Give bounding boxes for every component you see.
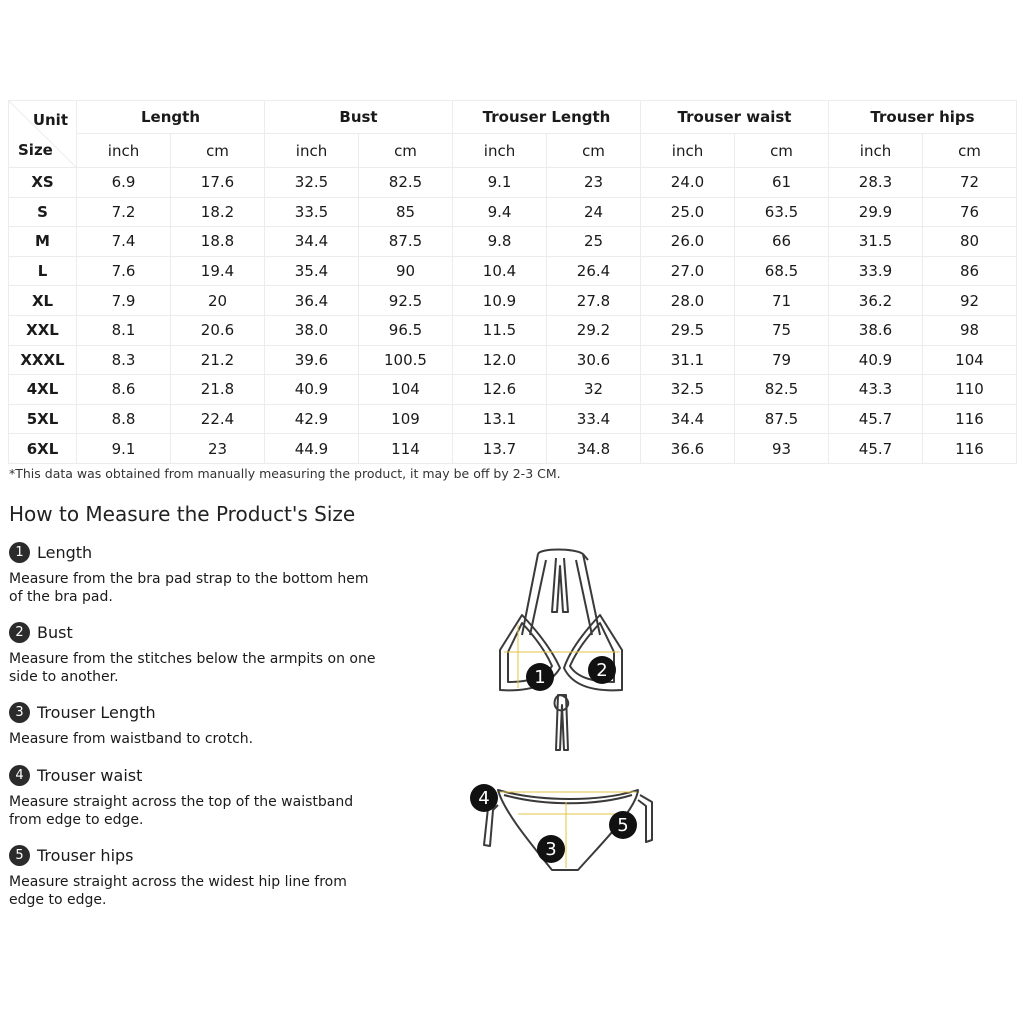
- step-title: Trouser waist: [37, 766, 143, 785]
- step-description: Measure from the stitches below the armpits on one side to another.: [9, 651, 376, 685]
- value-cell: 33.4: [547, 404, 641, 434]
- size-cell: 4XL: [9, 375, 77, 405]
- value-cell: 93: [735, 434, 829, 464]
- value-cell: 21.2: [171, 345, 265, 375]
- subunit-header-inch: inch: [829, 134, 923, 168]
- value-cell: 25: [547, 227, 641, 257]
- value-cell: 24: [547, 197, 641, 227]
- value-cell: 44.9: [265, 434, 359, 464]
- subunit-header-cm: cm: [171, 134, 265, 168]
- step-heading: [9, 702, 379, 723]
- size-cell: S: [9, 197, 77, 227]
- value-cell: 26.0: [641, 227, 735, 257]
- howto-step: [9, 765, 379, 829]
- value-cell: 20.6: [171, 315, 265, 345]
- size-cell: M: [9, 227, 77, 257]
- size-cell: 6XL: [9, 434, 77, 464]
- value-cell: 98: [923, 315, 1017, 345]
- subunit-header-cm: cm: [923, 134, 1017, 168]
- value-cell: 7.2: [77, 197, 171, 227]
- value-cell: 9.1: [453, 168, 547, 198]
- svg-text:1: 1: [534, 667, 546, 688]
- value-cell: 9.8: [453, 227, 547, 257]
- step-title: Length: [37, 543, 93, 562]
- table-row: [9, 315, 1017, 345]
- table-row: [9, 168, 1017, 198]
- table-row: [9, 227, 1017, 257]
- step-description: Measure from the bra pad strap to the bottom hem of the bra pad.: [9, 571, 369, 605]
- value-cell: 116: [923, 404, 1017, 434]
- value-cell: 18.8: [171, 227, 265, 257]
- value-cell: 24.0: [641, 168, 735, 198]
- value-cell: 66: [735, 227, 829, 257]
- group-header-trouser-hips: Trouser hips: [829, 101, 1017, 134]
- value-cell: 23: [171, 434, 265, 464]
- value-cell: 30.6: [547, 345, 641, 375]
- value-cell: 87.5: [359, 227, 453, 257]
- step-heading: [9, 622, 379, 643]
- step-title: Bust: [37, 623, 73, 642]
- value-cell: 80: [923, 227, 1017, 257]
- step-number-icon: 1: [9, 542, 30, 563]
- step-title: Trouser hips: [37, 846, 134, 865]
- size-cell: 5XL: [9, 404, 77, 434]
- howto-step: [9, 845, 379, 909]
- value-cell: 26.4: [547, 256, 641, 286]
- value-cell: 18.2: [171, 197, 265, 227]
- table-row: [9, 404, 1017, 434]
- step-description: Measure straight across the top of the waistband from edge to edge.: [9, 794, 354, 828]
- value-cell: 100.5: [359, 345, 453, 375]
- value-cell: 36.4: [265, 286, 359, 316]
- value-cell: 7.9: [77, 286, 171, 316]
- value-cell: 96.5: [359, 315, 453, 345]
- value-cell: 92: [923, 286, 1017, 316]
- subunit-header-cm: cm: [359, 134, 453, 168]
- value-cell: 43.3: [829, 375, 923, 405]
- size-cell: XS: [9, 168, 77, 198]
- table-row: [9, 256, 1017, 286]
- value-cell: 42.9: [265, 404, 359, 434]
- value-cell: 34.4: [641, 404, 735, 434]
- value-cell: 32: [547, 375, 641, 405]
- value-cell: 12.0: [453, 345, 547, 375]
- value-cell: 29.5: [641, 315, 735, 345]
- value-cell: 19.4: [171, 256, 265, 286]
- value-cell: 29.2: [547, 315, 641, 345]
- value-cell: 87.5: [735, 404, 829, 434]
- subunit-header-inch: inch: [641, 134, 735, 168]
- value-cell: 68.5: [735, 256, 829, 286]
- table-row: [9, 286, 1017, 316]
- value-cell: 82.5: [359, 168, 453, 198]
- value-cell: 9.1: [77, 434, 171, 464]
- step-title: Trouser Length: [37, 703, 156, 722]
- value-cell: 28.3: [829, 168, 923, 198]
- value-cell: 12.6: [453, 375, 547, 405]
- unit-label: Unit: [32, 111, 68, 129]
- value-cell: 8.8: [77, 404, 171, 434]
- bikini-diagram-svg: [460, 540, 690, 880]
- value-cell: 82.5: [735, 375, 829, 405]
- value-cell: 114: [359, 434, 453, 464]
- subunit-header-inch: inch: [453, 134, 547, 168]
- value-cell: 79: [735, 345, 829, 375]
- value-cell: 22.4: [171, 404, 265, 434]
- value-cell: 32.5: [641, 375, 735, 405]
- value-cell: 34.4: [265, 227, 359, 257]
- table-corner-header: [9, 101, 77, 168]
- value-cell: 13.7: [453, 434, 547, 464]
- value-cell: 104: [359, 375, 453, 405]
- subunit-header-cm: cm: [735, 134, 829, 168]
- table-row: [9, 197, 1017, 227]
- value-cell: 13.1: [453, 404, 547, 434]
- value-cell: 29.9: [829, 197, 923, 227]
- value-cell: 11.5: [453, 315, 547, 345]
- value-cell: 116: [923, 434, 1017, 464]
- group-header-length: Length: [77, 101, 265, 134]
- value-cell: 28.0: [641, 286, 735, 316]
- value-cell: 8.1: [77, 315, 171, 345]
- value-cell: 21.8: [171, 375, 265, 405]
- step-heading: [9, 845, 379, 866]
- size-cell: XXL: [9, 315, 77, 345]
- value-cell: 40.9: [829, 345, 923, 375]
- step-number-icon: 5: [9, 845, 30, 866]
- marker-4-icon: [470, 784, 498, 812]
- value-cell: 8.3: [77, 345, 171, 375]
- value-cell: 110: [923, 375, 1017, 405]
- value-cell: 40.9: [265, 375, 359, 405]
- value-cell: 76: [923, 197, 1017, 227]
- value-cell: 45.7: [829, 404, 923, 434]
- marker-5-icon: [609, 811, 637, 839]
- subunit-header-inch: inch: [265, 134, 359, 168]
- svg-text:4: 4: [478, 788, 490, 809]
- value-cell: 35.4: [265, 256, 359, 286]
- svg-text:5: 5: [617, 815, 629, 836]
- value-cell: 71: [735, 286, 829, 316]
- bikini-illustration: [460, 540, 690, 884]
- howto-step: [9, 622, 379, 686]
- value-cell: 6.9: [77, 168, 171, 198]
- value-cell: 7.6: [77, 256, 171, 286]
- howto-title: How to Measure the Product's Size: [9, 502, 356, 526]
- value-cell: 8.6: [77, 375, 171, 405]
- subunit-header-row: [9, 134, 1017, 168]
- value-cell: 90: [359, 256, 453, 286]
- value-cell: 7.4: [77, 227, 171, 257]
- size-label: Size: [18, 141, 53, 159]
- value-cell: 63.5: [735, 197, 829, 227]
- value-cell: 36.6: [641, 434, 735, 464]
- value-cell: 33.5: [265, 197, 359, 227]
- group-header-bust: Bust: [265, 101, 453, 134]
- value-cell: 45.7: [829, 434, 923, 464]
- value-cell: 31.5: [829, 227, 923, 257]
- howto-step: [9, 542, 379, 606]
- step-number-icon: 4: [9, 765, 30, 786]
- value-cell: 25.0: [641, 197, 735, 227]
- step-heading: [9, 765, 379, 786]
- value-cell: 32.5: [265, 168, 359, 198]
- value-cell: 33.9: [829, 256, 923, 286]
- value-cell: 104: [923, 345, 1017, 375]
- value-cell: 85: [359, 197, 453, 227]
- value-cell: 27.0: [641, 256, 735, 286]
- step-description: Measure from waistband to crotch.: [9, 731, 254, 747]
- size-chart-table: [8, 100, 1017, 464]
- step-number-icon: 3: [9, 702, 30, 723]
- value-cell: 10.9: [453, 286, 547, 316]
- value-cell: 38.0: [265, 315, 359, 345]
- howto-step: [9, 702, 379, 749]
- size-cell: L: [9, 256, 77, 286]
- value-cell: 9.4: [453, 197, 547, 227]
- table-row: [9, 345, 1017, 375]
- group-header-trouser-length: Trouser Length: [453, 101, 641, 134]
- value-cell: 10.4: [453, 256, 547, 286]
- value-cell: 27.8: [547, 286, 641, 316]
- measurement-note: *This data was obtained from manually measuring the product, it may be off by 2-3 CM.: [9, 466, 561, 481]
- size-cell: XXXL: [9, 345, 77, 375]
- value-cell: 31.1: [641, 345, 735, 375]
- value-cell: 61: [735, 168, 829, 198]
- group-header-trouser-waist: Trouser waist: [641, 101, 829, 134]
- size-cell: XL: [9, 286, 77, 316]
- size-table-body: [9, 168, 1017, 464]
- value-cell: 23: [547, 168, 641, 198]
- table-row: [9, 434, 1017, 464]
- subunit-header-inch: inch: [77, 134, 171, 168]
- value-cell: 109: [359, 404, 453, 434]
- svg-text:3: 3: [545, 839, 557, 860]
- value-cell: 34.8: [547, 434, 641, 464]
- value-cell: 17.6: [171, 168, 265, 198]
- table-row: [9, 375, 1017, 405]
- marker-3-icon: [537, 835, 565, 863]
- marker-1-icon: [526, 663, 554, 691]
- value-cell: 38.6: [829, 315, 923, 345]
- value-cell: 92.5: [359, 286, 453, 316]
- step-description: Measure straight across the widest hip line from edge to edge.: [9, 874, 347, 908]
- svg-text:2: 2: [596, 660, 608, 681]
- step-heading: [9, 542, 379, 563]
- value-cell: 20: [171, 286, 265, 316]
- value-cell: 36.2: [829, 286, 923, 316]
- subunit-header-cm: cm: [547, 134, 641, 168]
- marker-2-icon: [588, 656, 616, 684]
- value-cell: 72: [923, 168, 1017, 198]
- step-number-icon: 2: [9, 622, 30, 643]
- value-cell: 86: [923, 256, 1017, 286]
- value-cell: 39.6: [265, 345, 359, 375]
- value-cell: 75: [735, 315, 829, 345]
